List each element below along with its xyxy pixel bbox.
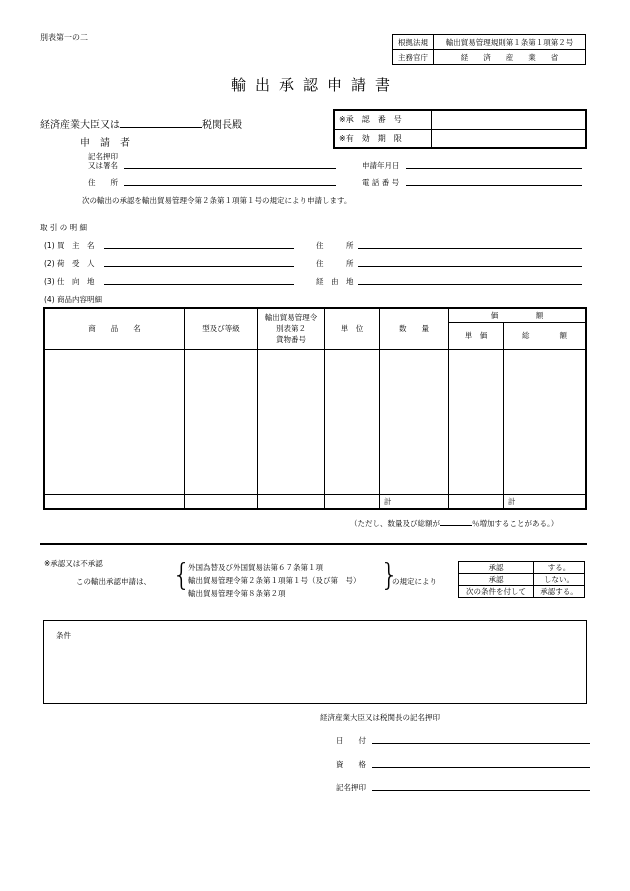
authority-table [392, 34, 586, 65]
option-conditional-right[interactable]: 承認する。 [534, 586, 585, 598]
decision-options [458, 561, 585, 598]
applicant-address-label: 住 所 [88, 178, 118, 187]
option-deny-left[interactable]: 承認 [459, 574, 534, 586]
option-approve-left[interactable]: 承認 [459, 562, 534, 574]
official-seal-field[interactable] [372, 790, 590, 791]
law-3: 輸出貿易管理令第８条第２項 [188, 589, 286, 598]
increase-percent-field[interactable] [440, 517, 472, 526]
statement: 次の輸出の承認を輸出貿易管理令第２条第１項第１号の規定により申請します。 [82, 196, 352, 205]
col-list-line-3: 貨物番号 [276, 335, 306, 345]
cell-list-number[interactable] [258, 349, 325, 494]
sum-blank-5 [449, 494, 504, 509]
cell-type-grade[interactable] [185, 349, 258, 494]
official-rank-label: 資 格 [336, 760, 366, 769]
consignee-label: (2) 荷 受 人 [44, 259, 95, 268]
col-total: 総 額 [504, 322, 587, 349]
buyer-field[interactable] [104, 248, 294, 249]
official-seal-label: 記名押印 [336, 783, 366, 792]
col-product-name: 商 品 名 [44, 308, 185, 349]
agency-value: 経 済 産 業 省 [434, 50, 586, 65]
addressee-suffix: 税関長殿 [202, 120, 242, 131]
consignee-address-field[interactable] [358, 266, 582, 267]
law-2: 輸出貿易管理令第２条第１項第１号（及び第 号） [188, 576, 361, 585]
col-list-number [258, 308, 325, 349]
agency-label: 主務官庁 [393, 50, 434, 65]
applicant-name-field[interactable] [124, 168, 336, 169]
addressee-office-field[interactable] [120, 117, 202, 128]
destination-field[interactable] [104, 284, 294, 285]
buyer-address-label: 住 所 [316, 241, 354, 250]
phone-label: 電 話 番 号 [362, 178, 400, 187]
page-title: 輸出承認申請書 [230, 76, 399, 94]
buyer-address-field[interactable] [358, 248, 582, 249]
sign-label-2: 又は署名 [88, 161, 118, 170]
official-rank-field[interactable] [372, 767, 590, 768]
expiry-field[interactable] [432, 129, 587, 148]
cell-unit[interactable] [325, 349, 380, 494]
transaction-heading: 取 引 の 明 細 [40, 223, 88, 232]
destination-label: (3) 仕 向 地 [44, 277, 95, 286]
col-unit: 単 位 [325, 308, 380, 349]
option-approve-right[interactable]: する。 [534, 562, 585, 574]
consignee-field[interactable] [104, 266, 294, 267]
col-price: 価 額 [449, 308, 587, 322]
official-date-label: 日 付 [336, 736, 366, 745]
section-divider [40, 543, 587, 545]
consignee-address-label: 住 所 [316, 259, 354, 268]
conditions-box[interactable] [43, 620, 587, 704]
decision-heading: ※承認又は不承認 [44, 559, 103, 568]
transit-label: 経 由 地 [316, 277, 354, 286]
approval-number-field[interactable] [432, 110, 587, 129]
increase-note [350, 517, 558, 529]
approval-box [333, 109, 587, 149]
goods-table [43, 307, 587, 510]
approval-number-label: ※承 認 番 号 [334, 110, 432, 129]
official-heading: 経済産業大臣又は税関長の記名押印 [320, 713, 440, 722]
sum-blank-2 [185, 494, 258, 509]
left-brace: { [172, 558, 192, 593]
quantity-total-label: 計 [380, 494, 449, 509]
right-brace: } [380, 558, 400, 593]
col-unit-price: 単 価 [449, 322, 504, 349]
sum-blank-1 [44, 494, 185, 509]
date-field[interactable] [406, 168, 582, 169]
sign-label-1: 記名押印 [88, 152, 118, 161]
decision-intro: この輸出承認申請は、 [76, 577, 151, 586]
col-quantity: 数 量 [380, 308, 449, 349]
buyer-label: (1) 買 主 名 [44, 241, 95, 250]
col-list-line-2: 別表第２ [276, 324, 306, 334]
addressee-prefix: 経済産業大臣又は [40, 120, 120, 131]
transit-field[interactable] [358, 284, 582, 285]
cell-quantity[interactable] [380, 349, 449, 494]
cell-unit-price[interactable] [449, 349, 504, 494]
applicant-address-field[interactable] [124, 185, 336, 186]
phone-field[interactable] [406, 185, 582, 186]
option-conditional-left[interactable]: 次の条件を付して [459, 586, 534, 598]
basis-label: 根拠法規 [393, 35, 434, 50]
basis-value: 輸出貿易管理規則第１条第１項第２号 [434, 35, 586, 50]
sum-blank-4 [325, 494, 380, 509]
amount-total-label: 計 [504, 494, 587, 509]
law-1: 外国為替及び外国貿易法第６７条第１項 [188, 563, 323, 572]
goods-label: (4) 商品内容明細 [44, 295, 103, 304]
conditions-label: 条件 [56, 631, 71, 640]
official-date-field[interactable] [372, 743, 590, 744]
decision-tail: の規定により [392, 577, 437, 586]
cell-product-name[interactable] [44, 349, 185, 494]
expiry-label: ※有 効 期 限 [334, 129, 432, 148]
sum-blank-3 [258, 494, 325, 509]
increase-note-suffix: ％増加することがある。） [472, 519, 559, 528]
addressee [40, 116, 242, 131]
document-label: 別表第一の二 [40, 33, 88, 42]
cell-total[interactable] [504, 349, 587, 494]
date-label: 申請年月日 [362, 161, 400, 170]
col-type-grade: 型及び等級 [185, 308, 258, 349]
applicant-heading: 申 請 者 [80, 138, 130, 149]
option-deny-right[interactable]: しない。 [534, 574, 585, 586]
increase-note-prefix: （ただし、数量及び総額が [350, 519, 440, 528]
col-list-line-1: 輸出貿易管理令 [264, 313, 318, 323]
